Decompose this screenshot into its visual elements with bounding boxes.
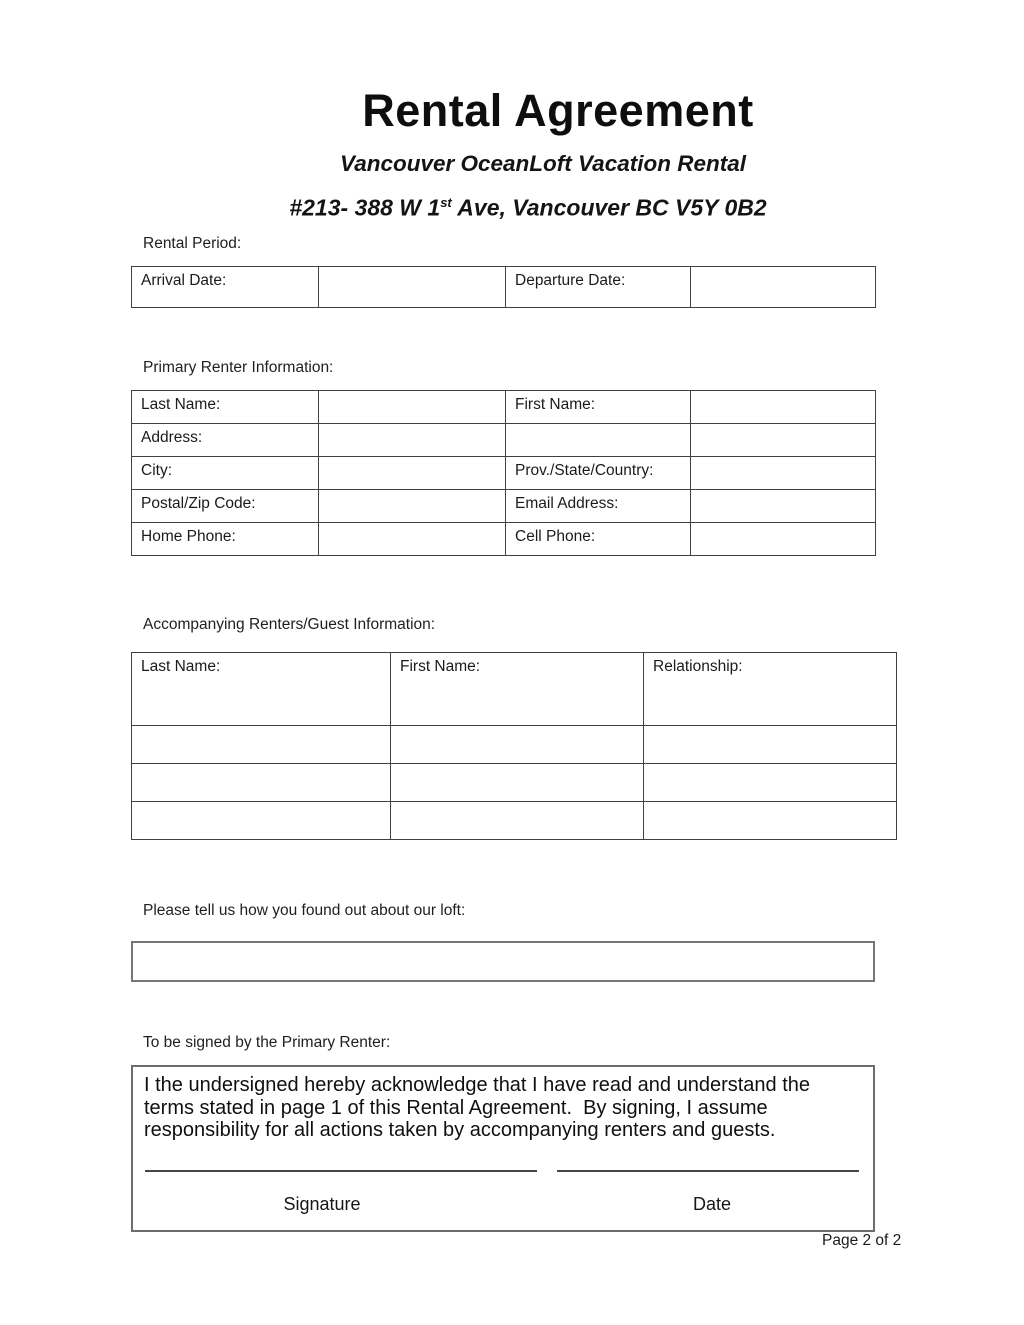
- guest-relationship-field[interactable]: [644, 764, 897, 802]
- first-name-field[interactable]: [691, 391, 876, 424]
- guest-relationship-cell[interactable]: [644, 653, 897, 726]
- home-phone-label: Home Phone:: [132, 523, 319, 556]
- guest-relationship-header: Relationship:: [653, 658, 743, 675]
- accompanying-renters-label: Accompanying Renters/Guest Information:: [143, 616, 436, 633]
- referral-section: [131, 902, 875, 982]
- guest-first-name-header: First Name:: [400, 658, 481, 675]
- acknowledgment-box: [131, 1065, 875, 1232]
- guest-last-name-field[interactable]: [132, 764, 391, 802]
- property-name: Vancouver OceanLoft Vacation Rental: [340, 151, 746, 176]
- guest-last-name-header: Last Name:: [141, 658, 221, 675]
- city-field[interactable]: [319, 457, 506, 490]
- primary-renter-section: [131, 359, 875, 556]
- document-title: Rental Agreement: [362, 85, 754, 136]
- address-field[interactable]: [319, 424, 506, 457]
- prov-state-country-label: Prov./State/Country:: [506, 457, 691, 490]
- guest-row: [132, 802, 897, 840]
- address-part2: Ave, Vancouver BC V5Y 0B2: [451, 194, 767, 221]
- page-number: Page 2 of 2: [822, 1232, 902, 1249]
- email-address-label: Email Address:: [506, 490, 691, 523]
- guest-row: [132, 764, 897, 802]
- postal-zip-label: Postal/Zip Code:: [132, 490, 319, 523]
- acknowledgment-line: terms stated in page 1 of this Rental Agreement. By signing, I assume: [144, 1096, 768, 1119]
- guest-last-name-field[interactable]: [132, 726, 391, 764]
- accompanying-renters-table: [131, 652, 897, 840]
- guest-row: [132, 726, 897, 764]
- rental-period-label: Rental Period:: [143, 235, 242, 252]
- arrival-date-field[interactable]: [319, 267, 506, 308]
- signature-section-label: To be signed by the Primary Renter:: [143, 1034, 391, 1051]
- guest-relationship-field[interactable]: [644, 802, 897, 840]
- rental-period-table: [131, 266, 876, 308]
- address-field-3[interactable]: [691, 424, 876, 457]
- home-phone-field[interactable]: [319, 523, 506, 556]
- guest-first-name-field[interactable]: [391, 726, 644, 764]
- property-address: [32, 189, 1024, 222]
- guest-first-name-field[interactable]: [391, 802, 644, 840]
- date-caption: Date: [692, 1194, 732, 1214]
- address-label: Address:: [132, 424, 319, 457]
- guest-last-name-cell[interactable]: [132, 653, 391, 726]
- last-name-label: Last Name:: [132, 391, 319, 424]
- address-ordinal-superscript: st: [440, 195, 452, 210]
- email-address-field[interactable]: [691, 490, 876, 523]
- signature-section: [131, 1034, 875, 1232]
- acknowledgment-text: [144, 1074, 861, 1142]
- rental-period-section: [131, 235, 875, 308]
- accompanying-renters-section: [131, 616, 896, 840]
- signature-caption: Signature: [283, 1194, 361, 1214]
- document-header: [0, 86, 1024, 222]
- date-line[interactable]: [557, 1170, 859, 1172]
- primary-renter-table: [131, 390, 876, 556]
- guest-last-name-field[interactable]: [132, 802, 391, 840]
- address-part1: #213- 388 W 1: [289, 194, 441, 221]
- referral-input-box[interactable]: [131, 941, 875, 982]
- cell-phone-label: Cell Phone:: [506, 523, 691, 556]
- table-row: [132, 457, 876, 490]
- departure-date-label: Departure Date:: [506, 267, 691, 308]
- cell-phone-field[interactable]: [691, 523, 876, 556]
- acknowledgment-line: I the undersigned hereby acknowledge that I have read and understand the: [144, 1074, 811, 1096]
- primary-renter-label: Primary Renter Information:: [143, 359, 334, 376]
- table-row: [132, 424, 876, 457]
- acknowledgment-line: responsibility for all actions taken by accompanying renters and guests.: [144, 1119, 776, 1141]
- rental-period-row: [132, 267, 876, 308]
- postal-zip-field[interactable]: [319, 490, 506, 523]
- first-name-label: First Name:: [506, 391, 691, 424]
- table-row: [132, 490, 876, 523]
- signature-line[interactable]: [145, 1170, 537, 1172]
- guest-first-name-cell[interactable]: [391, 653, 644, 726]
- departure-date-field[interactable]: [691, 267, 876, 308]
- referral-label: Please tell us how you found out about our loft:: [143, 902, 466, 919]
- table-row: [132, 523, 876, 556]
- guest-header-row: [132, 653, 897, 726]
- city-label: City:: [132, 457, 319, 490]
- last-name-field[interactable]: [319, 391, 506, 424]
- address-field-2[interactable]: [506, 424, 691, 457]
- guest-first-name-field[interactable]: [391, 764, 644, 802]
- prov-state-country-field[interactable]: [691, 457, 876, 490]
- guest-relationship-field[interactable]: [644, 726, 897, 764]
- arrival-date-label: Arrival Date:: [132, 267, 319, 308]
- table-row: [132, 391, 876, 424]
